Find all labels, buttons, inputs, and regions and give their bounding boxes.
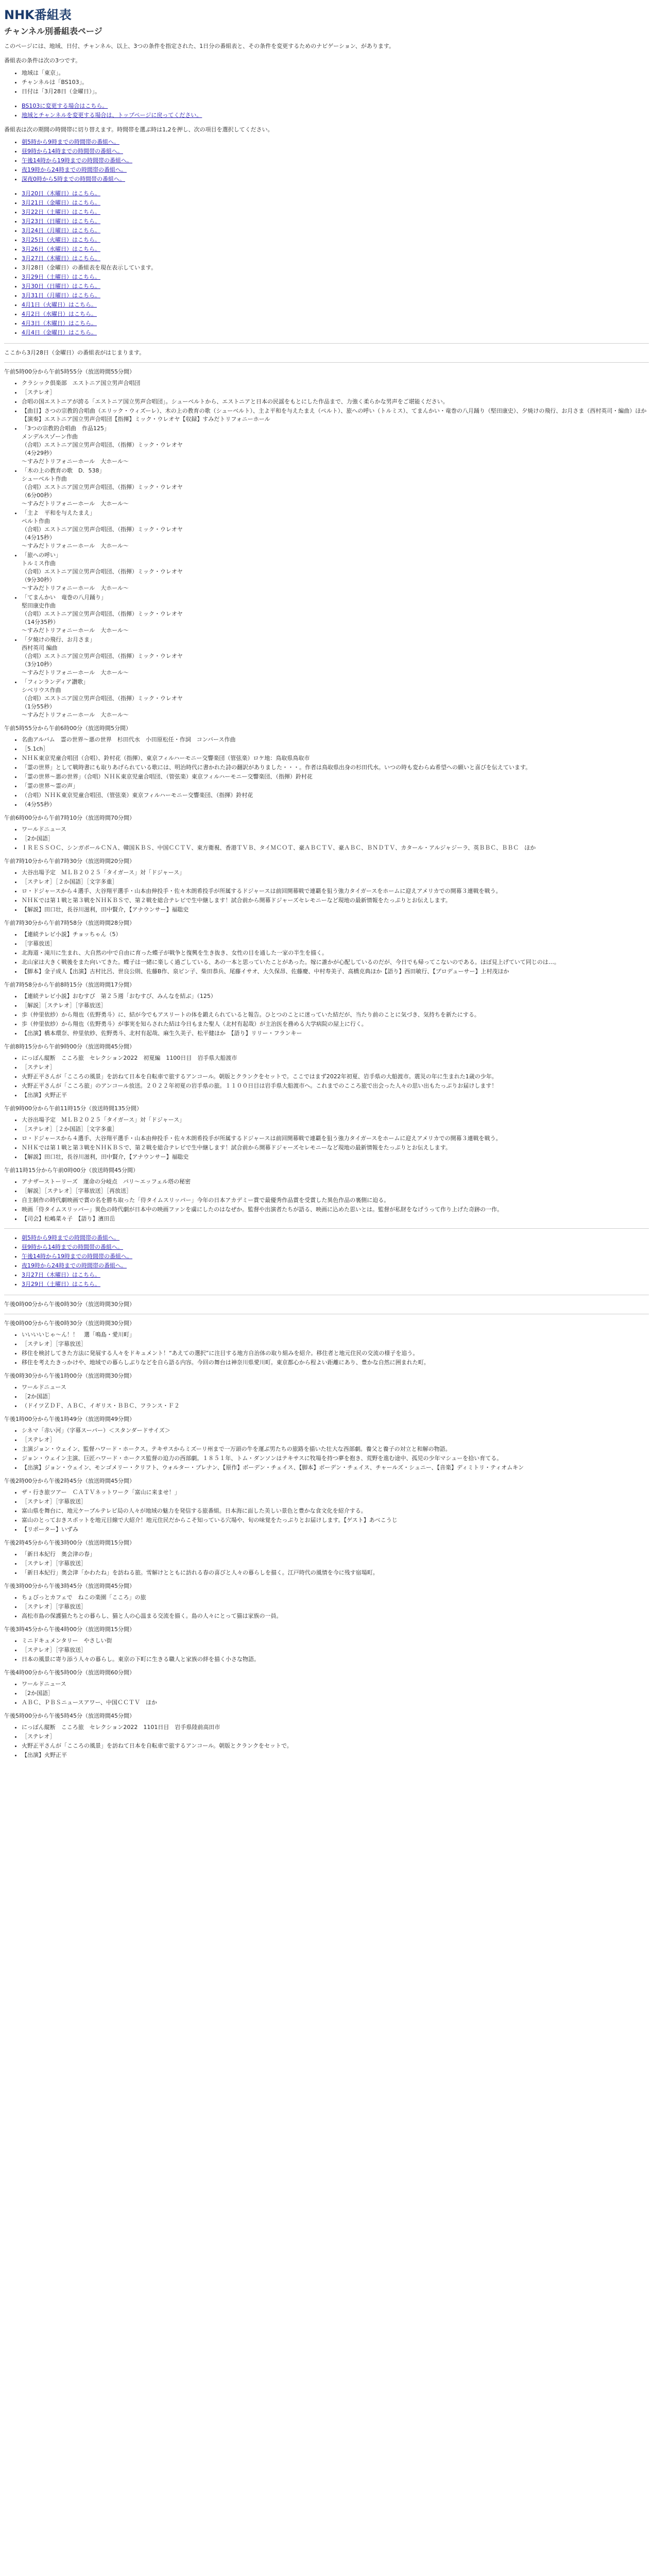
program-time: 午前11時15分から午前0時00分（放送時間45分間） — [4, 1167, 139, 1174]
program-title: • いいいいじゃ〜ん！！ 選「鳴島・愛川町」 — [22, 1331, 649, 1339]
date-nav-link[interactable]: 3月24日（月曜日）はこちら。 — [22, 227, 100, 234]
bottom-nav-item — [22, 1262, 649, 1270]
program-time: 午後2時00分から午後2時45分（放送時間45分間） — [4, 1478, 135, 1484]
program-piece-line: シューベルト作曲 — [22, 476, 67, 482]
program-details — [22, 869, 649, 914]
program-details — [22, 1594, 649, 1620]
program-block — [4, 1669, 649, 1707]
divider — [4, 362, 649, 363]
program-description: • 【解説】田口壮，長谷川滋利，田中賢介，【アナウンサー】福聡史 — [22, 1153, 649, 1161]
program-piece-line: ～すみだトリフォニーホール 大ホール～ — [22, 627, 129, 634]
program-description: • ロ・ドジャースから４選手、大谷翔平選手・山本由伸投手・佐々木朗希投手が所属するドジャースは前回開幕戦で連覇を狙う強力タイガースをホームに迎えアメリカでの開幕３連戦を戦う。 — [22, 1134, 649, 1143]
bottom-nav-link[interactable]: 3月29日（土曜日）はこちら。 — [22, 1281, 100, 1287]
date-nav-label: 番組表は次の期間の時間帯に切り替えます。時間帯を選ぶ時は1,2を押し、次の項目を選択してください。 — [4, 126, 273, 133]
program-piece-line: • 「夕焼けの飛行、お月さま」 — [22, 636, 95, 643]
program-description: • 【出演】火野正平 — [22, 1751, 649, 1759]
schedule-intro: ここから3月28日（金曜日）の番組表がはじまります。 — [4, 349, 145, 356]
program-block — [4, 857, 649, 914]
current-date-label: 3月28日（金曜日）の番組表を現在表示しています。 — [22, 264, 157, 271]
program-piece-line: （6分00秒） — [22, 492, 55, 499]
program-description: • 移住を検討してきた方法に発展する人々をドキュメント！“あえての選択”に注目する地方自治体の取り組みを紹介。移住者と地元住民の交流の様子を追う。 — [22, 1349, 649, 1358]
program-piece-line: メンデルスゾーン作曲 — [22, 433, 78, 440]
condition-item: • 日付は「3月28日（金曜日）」。 — [22, 88, 649, 96]
program-description: • ＮＨＫ東京児童合唱団（合唱）、鈴村花（指揮）、東京フィルハーモニー交響楽団（管弦楽）ロケ地：鳥取県鳥取市 — [22, 754, 649, 762]
site-title: NHK番組表 — [4, 8, 72, 22]
program-details — [22, 1054, 649, 1099]
date-nav-item — [22, 292, 649, 300]
program-description: • 歩（仲里依紗）から翔也（佐野勇斗）が事実を知らされた結は今日もまた聖人（北村有起哉）が主治医を務める大学病院の屋上に行く。 — [22, 1020, 649, 1028]
program-description: • ＡＢＣ、ＰＢＳニュースアワー、中国ＣＣＴＶ ほか — [22, 1699, 649, 1707]
time-nav-link[interactable]: 昼9時から14時までの時間帯の番組へ。 — [22, 148, 123, 155]
program-details — [22, 1680, 649, 1707]
bottom-nav-item — [22, 1243, 649, 1251]
program-piece-line: トルミス作曲 — [22, 560, 56, 567]
program-title: • シネマ「赤い河」（字幕スーパー）＜スタンダードサイズ＞ — [22, 1427, 649, 1435]
page-header — [0, 0, 653, 337]
program-title: • 「新日本紀行 奥会津の春」 — [22, 1550, 649, 1558]
date-nav-item — [22, 329, 649, 337]
program-time: 午後3時45分から午後4時00分（放送時間15分間） — [4, 1626, 135, 1633]
program-description: • 【出演】橋本環奈、仲里依紗、佐野勇斗、北村有起哉、麻生久美子、松平健ほか 【語り】リリー・フランキー — [22, 1029, 649, 1038]
program-description: • ＩＲＥＳＳＯＣ、シンガポールＣＮＡ、韓国ＫＢＳ、中国ＣＣＴＶ、東方衛視、香港ＴＶＢ、タイＭＣＯＴ、豪ＡＢＣＴＶ、豪ＡＢＣ、ＢＮＤＴＶ、カタール・アルジャジーラ、英ＢＢＣ、ＢＢＣ ほか — [22, 844, 649, 852]
date-nav-item — [22, 255, 649, 263]
program-piece-line: 堅田康史作曲 — [22, 602, 56, 609]
program-time: 午前9時00分から午前11時15分（放送時間135分間） — [4, 1105, 142, 1112]
program-description: • ［ステレオ］［字幕放送］ — [22, 1340, 649, 1348]
date-nav-item — [22, 319, 649, 328]
program-description: • 【リポーター】いずみ — [22, 1526, 649, 1534]
program-piece — [22, 425, 649, 466]
program-description: • ［ステレオ］ — [22, 1733, 649, 1741]
schedule-content — [0, 343, 653, 1759]
page-heading: チャンネル別番組表ページ — [4, 26, 102, 36]
program-details — [22, 1637, 649, 1664]
program-description: • ［解説］［ステレオ］［字幕放送］［再放送］ — [22, 1187, 649, 1195]
program-description: • ＮＨＫでは第１戦と第３戦をＮＨＫＢＳで、第２戦を総合テレビで生中継します！試合前から開幕ドジャーズセレモニーなど現地の最新情報をたっぷりとお伝えします。 — [22, 896, 649, 905]
date-nav-item — [22, 245, 649, 253]
program-time: 午前5時55分から午前6時00分（放送時間5分間） — [4, 725, 131, 732]
program-description: • ［ステレオ］［２か国語］［文字多重］ — [22, 1125, 649, 1133]
program-block — [4, 1477, 649, 1534]
program-block — [4, 724, 649, 809]
bottom-nav-link[interactable]: 昼9時から14時までの時間帯の番組へ。 — [22, 1244, 123, 1250]
program-description: • ［字幕放送］ — [22, 940, 649, 948]
program-block — [4, 919, 649, 976]
program-title: • 【連続テレビ小説】おむすび 第２５週「おむすび、みんなを結ぶ」（125） — [22, 992, 649, 1001]
time-nav-item — [22, 175, 649, 183]
divider — [4, 1228, 649, 1229]
bottom-nav-link[interactable]: 午後14時から19時までの時間帯の番組へ。 — [22, 1253, 132, 1260]
date-nav-link[interactable]: 3月21日（金曜日）はこちら。 — [22, 199, 100, 206]
program-description: • ［2か国語］ — [22, 835, 649, 843]
program-description: • 火野正平さんが「こころ旅」のアンコール放送。２０２２年初夏の岩手県の旅。１１００日目は岩手県大船渡市へ。これまでのこころ旅で出会った人々の思い出もたっぷりお届けします！ — [22, 1082, 649, 1090]
program-title: • にっぽん縦断 こころ旅 セレクション2022 初夏編 1100日目 岩手県大船渡市 — [22, 1054, 649, 1062]
program-description: • 【曲目】さつの宗教的合唱曲（エリック・ウィズーレ）、木の上の教育の歌（シューベルト）、主よ平和を与えたまえ（ペルト）、旅への呼い（トルミス）、てまんかい・竜巻の八月踊り（堅田康史）、夕焼けの飛行、お月さま（西村英司・編曲）ほか【演奏】エストニア国立男声合唱団【指揮】ミック・ウレオヤ【収録】すみだトリフォニーホール — [22, 407, 649, 423]
date-nav-item — [22, 190, 649, 198]
bottom-nav-link[interactable]: 3月27日（木曜日）はこちら。 — [22, 1272, 100, 1278]
time-nav-item — [22, 138, 649, 146]
date-nav-item — [22, 264, 649, 272]
bottom-nav-link[interactable]: 朝5時から9時までの時間帯の番組へ。 — [22, 1234, 119, 1241]
program-time: 午後0時30分から午後1時00分（放送時間30分間） — [4, 1372, 135, 1379]
program-description: • 富山のとっておきスポットを地元目線で大紹介！地元住民だからこそ知っている穴場や、旬の味覚をたっぷりとお届けします。【ゲスト】あべこうじ — [22, 1516, 649, 1524]
change-link-item — [22, 102, 649, 110]
afternoon-intro: 午後0時00分から午後0時30分（放送時間30分間） — [4, 1301, 135, 1308]
program-piece-line: （合唱）エストニア国立男声合唱団、（指揮）ミック・ウレオヤ — [22, 526, 183, 533]
program-time: 午後0時00分から午後0時30分（放送時間30分間） — [4, 1320, 135, 1327]
program-block — [4, 1319, 649, 1367]
program-description: • ［5.1ch］ — [22, 745, 649, 753]
program-piece-line: （合唱）エストニア国立男声合唱団、（指揮）ミック・ウレオヤ — [22, 611, 183, 617]
program-piece-line: （合唱）エストニア国立男声合唱団、（指揮）ミック・ウレオヤ — [22, 568, 183, 575]
program-details — [22, 1723, 649, 1759]
program-time: 午後2時45分から午後3時00分（放送時間15分間） — [4, 1539, 135, 1546]
condition-item: • 地域は「東京」。 — [22, 69, 649, 77]
program-details — [22, 736, 649, 809]
program-block — [4, 814, 649, 852]
program-title: • ワールドニュース — [22, 1680, 649, 1688]
divider — [4, 343, 649, 344]
time-nav-item — [22, 147, 649, 156]
program-details — [22, 1116, 649, 1161]
date-nav-item — [22, 273, 649, 281]
program-description: • 火野正平さんが「こころの風景」を訪ねて日本を自転車で旅するアンコール。朝版とクランクをセットで。 — [22, 1742, 649, 1750]
program-description: • 【司会】松嶋菜々子 【語り】濱田岳 — [22, 1215, 649, 1223]
program-piece-line: ～すみだトリフォニーホール 大ホール～ — [22, 458, 129, 465]
program-piece-line: • 「木の上の教育の歌 D．538」 — [22, 467, 105, 474]
program-piece-line: ～すみだトリフォニーホール 大ホール～ — [22, 500, 129, 507]
program-time: 午前8時15分から午前9時00分（放送時間45分間） — [4, 1043, 135, 1050]
program-time: 午後5時00分から午後5時45分（放送時間45分間） — [4, 1713, 135, 1719]
program-details — [22, 825, 649, 852]
program-list — [4, 368, 649, 1223]
program-block — [4, 368, 649, 719]
program-description: • 「新日本紀行」奥会津「かわたね」を訪ねる旅。雪解けとともに訪れる春の喜びと人々の暮らしを描く。江戸時代の風情を今に残す宿場町。 — [22, 1569, 649, 1577]
program-details — [22, 1488, 649, 1534]
program-block — [4, 1415, 649, 1472]
program-description: • 「霊の世界」として戦時書にも取りあげられている歌には、明治時代に書かれた詩の翻訳がありました・・・。作者は鳥取県出身の杉田代水。いつの時も変わらぬ希望への願いと喜びを伝えています。 — [22, 764, 649, 772]
time-nav-link[interactable]: 朝5時から9時までの時間帯の番組へ。 — [22, 139, 119, 145]
date-nav-link[interactable]: 3月31日（月曜日）はこちら。 — [22, 292, 100, 299]
program-piece — [22, 509, 649, 550]
date-nav-item — [22, 310, 649, 318]
program-title: • ちょびっとカフェで ねこの楽園「こころ」の旅 — [22, 1594, 649, 1602]
program-details — [22, 992, 649, 1038]
date-nav-item — [22, 301, 649, 309]
change-channel-link[interactable]: BS103に変更する場合はこちら。 — [22, 103, 108, 109]
date-nav-link[interactable]: 3月27日（木曜日）はこちら。 — [22, 255, 100, 262]
conditions-label: 番組表の条件は次の3つです。 — [4, 57, 81, 64]
program-time: 午前7時30分から午前7時58分（放送時間28分間） — [4, 920, 135, 926]
bottom-nav-item — [22, 1271, 649, 1279]
program-piece-line: （合唱）エストニア国立男声合唱団、（指揮）ミック・ウレオヤ — [22, 653, 183, 659]
program-title: • ワールドニュース — [22, 1383, 649, 1392]
program-description: • ［2か国語］ — [22, 1393, 649, 1401]
program-description: • ［ステレオ］［字幕放送］ — [22, 1560, 649, 1568]
program-block — [4, 1582, 649, 1620]
program-time: 午後3時00分から午後3時45分（放送時間45分間） — [4, 1583, 135, 1589]
back-to-top-link[interactable]: 地域とチャンネルを変更する場合は、トップページに戻ってください。 — [22, 112, 202, 118]
conditions-list — [22, 69, 649, 96]
program-piece-line: ～すみだトリフォニーホール 大ホール～ — [22, 585, 129, 591]
program-block — [4, 1043, 649, 1099]
program-description: • ［ステレオ］ — [22, 1436, 649, 1444]
date-nav-item — [22, 217, 649, 226]
date-nav-link[interactable]: 4月3日（木曜日）はこちら。 — [22, 320, 97, 327]
program-description: • ジョン・ウェイン主演、巨匠ハワード・ホークス監督の迫力の西部劇。１８５１年、トム・ダンソンはテキサスに牧場を持つ夢を抱き、荒野を進む途中、孤児の少年マシューを拾い育てる。 — [22, 1454, 649, 1463]
date-nav-link[interactable]: 3月25日（火曜日）はこちら。 — [22, 236, 100, 243]
program-time: 午前7時10分から午前7時30分（放送時間20分間） — [4, 858, 135, 865]
date-nav-list — [22, 190, 649, 337]
program-piece-line: • 「旅への呼い」 — [22, 552, 61, 558]
program-description: • 移住を考えたきっかけや、地域での暮らしぶりなどを自ら語る内容。今回の舞台は神奈川県愛川町。東京都心から程よい距離にあり、豊かな自然に囲まれた町。 — [22, 1359, 649, 1367]
time-nav-link[interactable]: 深夜0時から5時までの時間帯の番組へ。 — [22, 176, 125, 182]
program-details — [22, 379, 649, 719]
program-description: • 高松市島の保護猫たちとの暮らし、猫と人の心温まる交流を描く。島の人々にとって猫は家族の一員。 — [22, 1612, 649, 1620]
date-nav-item — [22, 282, 649, 291]
program-description: • ［2か国語］ — [22, 1689, 649, 1698]
program-description: • 【出演】火野正平 — [22, 1091, 649, 1099]
program-title: • クラシック倶楽部 エストニア国立男声合唱団 — [22, 379, 649, 387]
program-time: 午前6時00分から午前7時10分（放送時間70分間） — [4, 815, 135, 821]
program-title: • 大谷出場予定 ＭＬＢ２０２５「タイガース」対「ドジャース」 — [22, 869, 649, 877]
date-nav-link[interactable]: 4月2日（水曜日）はこちら。 — [22, 311, 97, 317]
date-nav-link[interactable]: 3月26日（水曜日）はこちら。 — [22, 246, 100, 252]
bottom-nav-item — [22, 1252, 649, 1261]
change-links — [22, 102, 649, 120]
program-piece-line: （4分15秒） — [22, 534, 55, 541]
program-block — [4, 1166, 649, 1223]
program-piece-line: （14分35秒） — [22, 619, 59, 625]
program-piece — [22, 594, 649, 635]
program-description: • 歩（仲里依紗）から翔也（佐野勇斗）に、結が今でもアスリートの体を鍛えられていると報告。ひとつのことに迷っていた結だが、当たり前のことに気づき、気持ちを新たにする。 — [22, 1011, 649, 1019]
program-description: • ［ステレオ］ — [22, 1063, 649, 1072]
program-description: • 【解説】田口壮，長谷川滋利，田中賢介，【アナウンサー】福聡史 — [22, 906, 649, 914]
program-piece-line: （1分55秒） — [22, 703, 55, 710]
date-nav-item — [22, 236, 649, 244]
program-details — [22, 1550, 649, 1577]
program-details — [22, 1427, 649, 1472]
program-title: • 大谷出場予定 ＭＬＢ２０２５「タイガース」対「ドジャース」 — [22, 1116, 649, 1124]
program-description: • ロ・ドジャースから４選手、大谷翔平選手・山本由伸投手・佐々木朗希投手が所属するドジャースは前回開幕戦で連覇を狙う強力タイガースをホームに迎えアメリカでの開幕３連戦を戦う。 — [22, 887, 649, 895]
program-description: • 富山県を舞台に、地元ケーブルテレビ局の人々が地域の魅力を発信する旅番組。日本海に面した美しい景色と豊かな食文化を紹介する。 — [22, 1507, 649, 1515]
program-piece-line: • 「てまんかい 竜巻の八月踊り」 — [22, 594, 107, 601]
program-block — [4, 1372, 649, 1410]
time-nav-list — [22, 138, 649, 183]
program-description: • 「霊の世界～悪の世界」（合唱）ＮＨＫ東京児童合唱団、（管弦楽）東京フィルハーモニー交響楽団、（指揮）鈴村花 — [22, 773, 649, 781]
program-title: • 名曲アルバム 霊の世界～悪の世界 杉田代水 小田原松任・作詞 コンバース作曲 — [22, 736, 649, 744]
time-nav-link[interactable]: 夜19時から24時までの時間帯の番組へ。 — [22, 166, 127, 173]
program-piece-line: ～すみだトリフォニーホール 大ホール～ — [22, 669, 129, 676]
program-piece-line: （4分29秒） — [22, 450, 55, 456]
program-block — [4, 1625, 649, 1664]
program-piece — [22, 551, 649, 592]
program-piece-line: （合唱）エストニア国立男声合唱団、（指揮）ミック・ウレオヤ — [22, 484, 183, 490]
date-nav-item — [22, 227, 649, 235]
date-nav-link[interactable]: 3月20日（木曜日）はこちら。 — [22, 190, 100, 197]
program-time: 午後4時00分から午後5時00分（放送時間60分間） — [4, 1669, 135, 1676]
date-nav-link[interactable]: 3月23日（日曜日）はこちら。 — [22, 218, 100, 225]
program-piece — [22, 636, 649, 677]
condition-item: • チャンネルは「BS103」。 — [22, 78, 649, 87]
program-title: • ミニドキュメンタリー やさしい街 — [22, 1637, 649, 1645]
program-piece-line: ～すみだトリフォニーホール 大ホール～ — [22, 711, 129, 718]
date-nav-item — [22, 199, 649, 207]
program-description: • 【脚本】金子成人【出演】古村比呂、世良公則、佐藤B作、泉ピン子、柴田恭兵、尾藤イサオ、大久保昂、佐藤慶、中村寿美子、高橋克典ほか【語り】西田敏行、【プロデューサー】上村茂ほか — [22, 968, 649, 976]
program-description: • ［ステレオ］［字幕放送］ — [22, 1498, 649, 1506]
program-description: • ［ステレオ］［字幕放送］ — [22, 1603, 649, 1611]
program-piece-line: （合唱）エストニア国立男声合唱団、（指揮）ミック・ウレオヤ — [22, 442, 183, 448]
program-description: • 火野正平さんが「こころの風景」を訪ねて日本を自転車で旅するアンコール。朝版とクランクをセットで。ここではまず2022年初夏、岩手県の大船渡市。震災の年に生まれた1歳の少年。 — [22, 1073, 649, 1081]
program-piece-line: ペルト作曲 — [22, 518, 50, 524]
program-piece-line: • 「主よ 平和を与えたまえ」 — [22, 510, 95, 516]
program-description: • ［ステレオ］［２か国語］［文字多重］ — [22, 878, 649, 886]
program-title: • ワールドニュース — [22, 825, 649, 834]
program-block — [4, 1539, 649, 1577]
program-piece — [22, 678, 649, 719]
intro-text: このページには、地域、日付、チャンネル、以上、3つの条件を指定された、1日分の番組表と、その条件を変更するためのナビゲーション、があります。 — [4, 43, 395, 49]
change-link-item — [22, 111, 649, 120]
program-time: 午前5時00分から午前5時55分（放送時間55分間） — [4, 368, 135, 375]
program-piece-line: • 「3つの宗教的合唱曲 作品125」 — [22, 425, 110, 432]
program-description: • （合唱）ＮＨＫ東京児童合唱団、（管弦楽）東京フィルハーモニー交響楽団、（指揮）鈴村花 — [22, 791, 649, 800]
afternoon-program-list — [4, 1319, 649, 1759]
program-piece-line: （合唱）エストニア国立男声合唱団、（指揮）ミック・ウレオヤ — [22, 695, 183, 702]
program-description: • ［ステレオ］ — [22, 388, 649, 397]
program-description: • ＮＨＫでは第１戦と第３戦をＮＨＫＢＳで、第２戦を総合テレビで生中継します！試合前から開幕ドジャーズセレモニーなど現地の最新情報をたっぷりとお伝えします。 — [22, 1144, 649, 1152]
program-piece-line: シベリウス作曲 — [22, 687, 61, 693]
time-nav-item — [22, 166, 649, 174]
program-description: • 【出演】ジョン・ウェイン、モンゴメリー・クリフト、ウォルター・ブレナン、【原作】ボーデン・チェイス、【脚本】ボーデン・チェイス、チャールズ・シュニー、【音楽】ディミトリ・ティオムキン — [22, 1464, 649, 1472]
date-nav-link[interactable]: 4月4日（金曜日）はこちら。 — [22, 329, 97, 336]
program-description: • 主演ジョン・ウェイン、監督ハワード・ホークス。テキサスからミズーリ州まで一万頭の牛を運ぶ男たちの旅路を描いた壮大な西部劇。養父と養子の対立と和解の物語。 — [22, 1445, 649, 1453]
program-piece — [22, 467, 649, 508]
program-piece-line: （3分10秒） — [22, 661, 55, 668]
program-piece-line: （9分30秒） — [22, 577, 55, 583]
program-piece-line: • 「フィンランディア讃歌」 — [22, 679, 89, 685]
program-description: • （ドイツＺＤＦ、ＡＢＣ、イギリス・ＢＢＣ、フランス・Ｆ２ — [22, 1402, 649, 1410]
date-nav-link[interactable]: 3月22日（土曜日）はこちら。 — [22, 209, 100, 215]
program-title: • ザ・行き旅ツアー ＣＡＴＶネットワーク「富山に来ませ！」 — [22, 1488, 649, 1497]
program-description: • （4分55秒） — [22, 801, 649, 809]
program-details — [22, 1383, 649, 1410]
program-description: • 日本の風景に寄り添う人々の暮らし。東京の下町に生きる職人と家族の絆を描く小さな物語。 — [22, 1655, 649, 1664]
program-piece-line: 西村英司 編曲 — [22, 645, 58, 651]
date-nav-link[interactable]: 3月29日（土曜日）はこちら。 — [22, 274, 100, 280]
time-nav-item — [22, 157, 649, 165]
program-block — [4, 981, 649, 1038]
program-details — [22, 930, 649, 976]
date-nav-link[interactable]: 3月30日（日曜日）はこちら。 — [22, 283, 100, 290]
program-description: • ［ステレオ］［字幕放送］ — [22, 1646, 649, 1654]
program-description: • 「霊の世界～霊の声」 — [22, 782, 649, 790]
program-description: • 自主制作の時代劇映画で賞の名を勝ち取った「侍タイムスリッパー」今年の日本アカデミー賞で最優秀作品賞を受賞した異色作品の裏側に迫る。 — [22, 1196, 649, 1205]
bottom-nav-link[interactable]: 夜19時から24時までの時間帯の番組へ。 — [22, 1262, 127, 1269]
time-nav-link[interactable]: 午後14時から19時までの時間帯の番組へ。 — [22, 157, 132, 164]
program-piece-line: ～すみだトリフォニーホール 大ホール～ — [22, 543, 129, 549]
program-description: • ［解説］［ステレオ］［字幕放送］ — [22, 1002, 649, 1010]
date-nav-link[interactable]: 4月1日（火曜日）はこちら。 — [22, 301, 97, 308]
program-description: • 映画「侍タイムスリッパー」異色の時代劇が日本中の映画ファンを虜にしたのはなぜか。監督や出演者たちが語る、映画に込めた思いとは。監督が私財をなげうって作り上げた奇跡の一作。 — [22, 1206, 649, 1214]
bottom-nav-item — [22, 1280, 649, 1289]
program-block — [4, 1105, 649, 1161]
program-title: • 【連続テレビ小説】チョッちゃん（5） — [22, 930, 649, 939]
program-time: 午後1時00分から午後1時49分（放送時間49分間） — [4, 1416, 135, 1422]
bottom-nav-list — [22, 1234, 649, 1289]
program-time: 午前7時58分から午前8時15分（放送時間17分間） — [4, 981, 135, 988]
program-description: • 北山家は大きく戦後をまた向いてきた。蝶子は一緒に楽しく過ごしている、あの一本と思っていたことがあった。嫁に誰かが心配しているのだが、今日でも帰ってこないのである。ほぼ見上げていて同じのは…。 — [22, 958, 649, 967]
program-description: • 合唱の国エストニアが誇る「エストニア国立男声合唱団」。シューベルトから、エストニアと日本の民謡をもとにした作品まで、力強く柔らかな男声をご堪能ください。 — [22, 398, 649, 406]
date-nav-item — [22, 208, 649, 216]
program-block — [4, 1712, 649, 1759]
program-title: • アナザーストーリーズ 運命の分岐点 パリ～エッフェル塔の秘密 — [22, 1178, 649, 1186]
bottom-nav-item — [22, 1234, 649, 1242]
program-title: • にっぽん縦断 こころ旅 セレクション2022 1101日目 岩手県陸前高田市 — [22, 1723, 649, 1732]
program-description: • 北海道・滝川に生まれ、大自然の中で自由に育った蝶子が戦争と復興を生き抜き、女性の目を通した一家の半生を描く。 — [22, 949, 649, 957]
program-details — [22, 1178, 649, 1223]
program-details — [22, 1331, 649, 1367]
